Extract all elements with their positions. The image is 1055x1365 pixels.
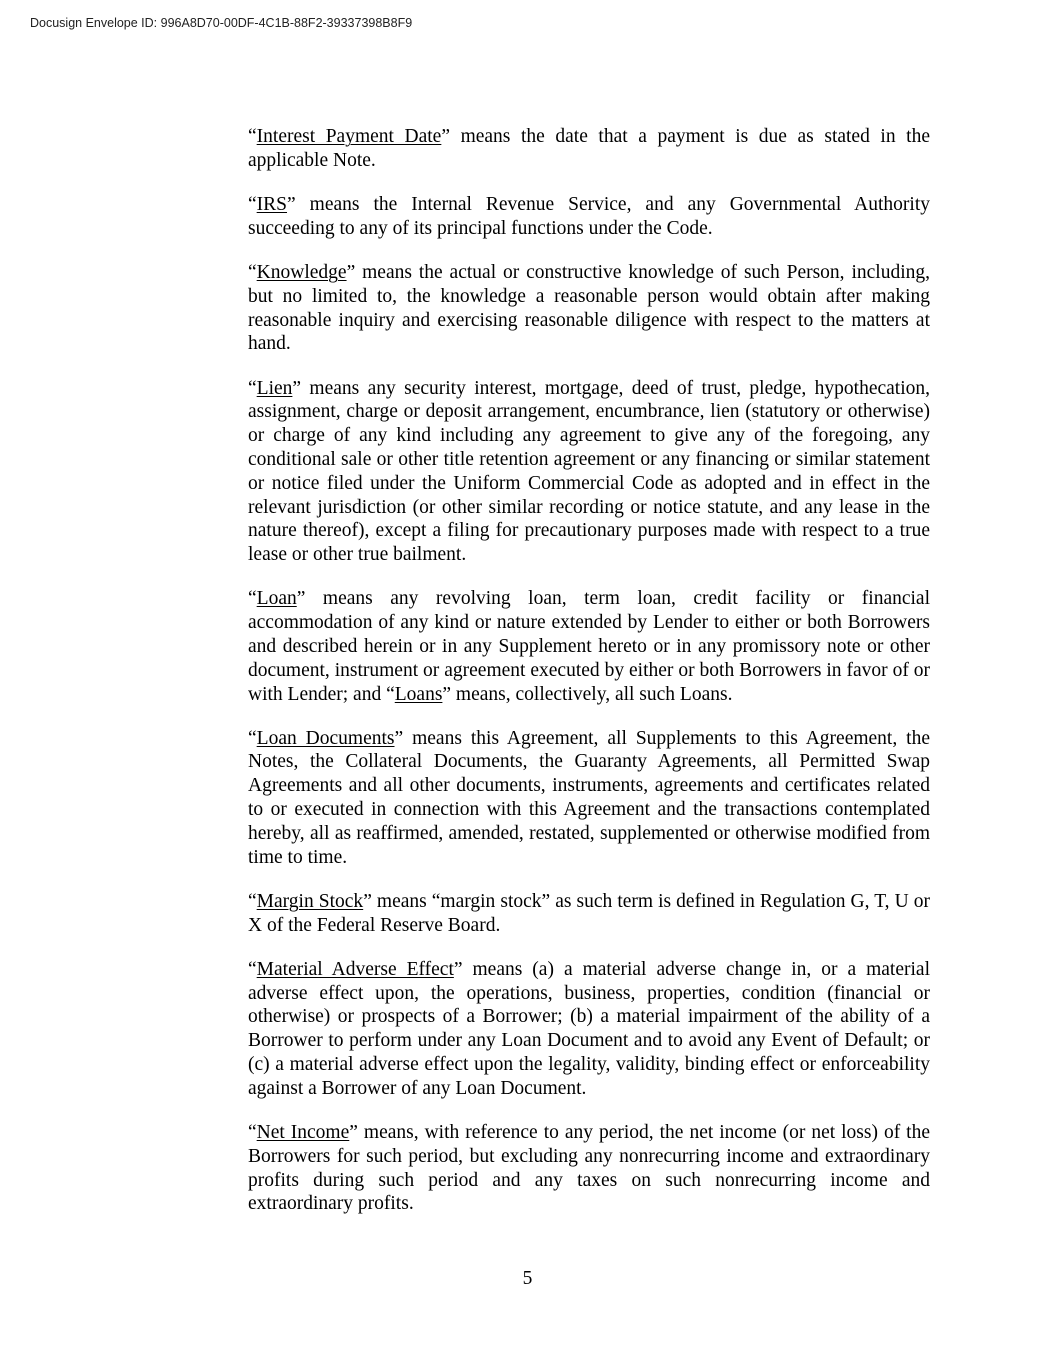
definition-text: ” means the actual or constructive knowledge of such Person, including, but no limited to, the knowledge a reasonable person would obtain after making reasonable inquiry and exercising reasonable diligence with respect to the matters at hand. (248, 261, 930, 355)
docusign-envelope-id: Docusign Envelope ID: 996A8D70-00DF-4C1B-88F2-39337398B8F9 (30, 16, 413, 30)
definition-material-adverse-effect (248, 958, 930, 1101)
definition-loan (248, 587, 930, 706)
definition-irs (248, 193, 930, 241)
defined-term: Margin Stock (256, 890, 364, 912)
open-quote: “ (248, 727, 257, 749)
defined-term: Interest Payment Date (256, 126, 442, 147)
page-number: 5 (522, 1268, 533, 1289)
defined-term: Lien (256, 377, 293, 399)
definition-net-income (248, 1121, 930, 1216)
definition-loan-documents (248, 727, 930, 870)
definition-interest-payment-date (248, 125, 930, 173)
defined-term: Loan (256, 588, 297, 610)
defined-term: IRS (256, 193, 288, 215)
definition-text: ” means the Internal Revenue Service, and any Governmental Authority succeeding to any of its principal functions under the Code. (248, 193, 930, 239)
defined-term-secondary: Loans (394, 683, 443, 705)
definition-text: ” means (a) a material adverse change in, or a material adverse effect upon, the operations, business, properties, condition (financial or otherwise) or prospects of a Borrower; (b) a material impairment of the ability of a Borrower to perform under any Loan Document and to avoid any Event of Default; or (c) a material adverse effect upon the legality, validity, binding effect or enforceability against a Borrower of any Loan Document. (248, 958, 930, 1099)
document-body (248, 125, 930, 1237)
defined-term: Material Adverse Effect (256, 958, 454, 980)
defined-term: Net Income (256, 1122, 350, 1144)
defined-term: Knowledge (256, 261, 347, 283)
open-quote: “ (248, 193, 257, 215)
definition-text: ” means any revolving loan, term loan, credit facility or financial accommodation of any kind or nature extended by Lender to either or both Borrowers and described herein or in any Supplement hereto or in any promissory note or other document, instrument or agreement executed by either or both Borrowers in favor of or with Lender; and “ (248, 588, 930, 705)
definition-text-continued: ” means, collectively, all such Loans. (442, 683, 733, 705)
definition-text: ” means the date that a payment is due as stated in the applicable Note. (248, 126, 930, 171)
definition-text: ” means, with reference to any period, the net income (or net loss) of the Borrowers for such period, but excluding any nonrecurring income and extraordinary profits during such period and any taxes on such nonrecurring income and extraordinary profits. (248, 1122, 930, 1215)
definition-margin-stock (248, 890, 930, 938)
open-quote: “ (248, 126, 257, 147)
open-quote: “ (248, 261, 257, 283)
definition-lien (248, 377, 930, 567)
definition-knowledge (248, 261, 930, 356)
open-quote: “ (248, 377, 257, 399)
definition-text: ” means any security interest, mortgage, deed of trust, pledge, hypothecation, assignment, charge or deposit arrangement, encumbrance, lien (statutory or otherwise) or charge of any kind including any agreement to give any of the foregoing, any conditional sale or other title retention agreement or any financing or similar statement or notice filed under the Uniform Commercial Code as adopted and in effect in the relevant jurisdiction (or other similar recording or notice statute, and any lease in the nature thereof), except a filing for precautionary purposes made with respect to a true lease or other true bailment. (248, 377, 930, 566)
open-quote: “ (248, 588, 257, 610)
open-quote: “ (248, 958, 257, 980)
open-quote: “ (248, 890, 257, 912)
definition-text: ” means this Agreement, all Supplements to this Agreement, the Notes, the Collateral Documents, the Guaranty Agreements, all Permitted Swap Agreements and all other documents, instruments, agreements and certificates related to or executed in connection with this Agreement and the transactions contemplated hereby, all as reaffirmed, amended, restated, supplemented or otherwise modified from time to time. (248, 727, 930, 868)
definition-text: ” means “margin stock” as such term is defined in Regulation G, T, U or X of the Federal Reserve Board. (248, 890, 930, 936)
defined-term: Loan Documents (256, 727, 395, 749)
open-quote: “ (248, 1122, 257, 1144)
